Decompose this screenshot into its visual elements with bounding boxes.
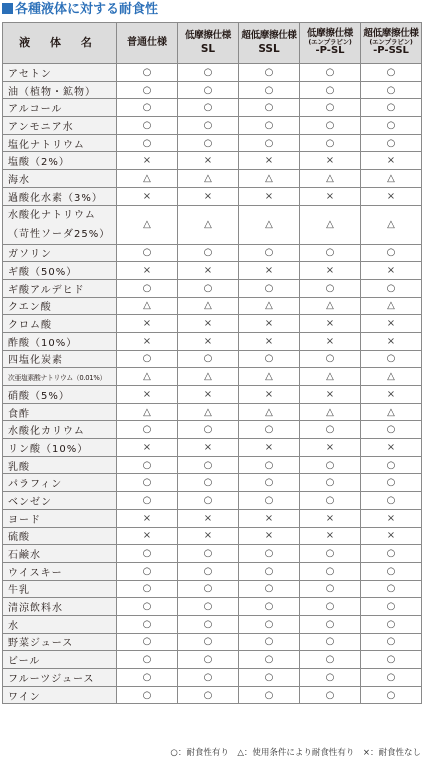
- resistance-cell: ○: [239, 134, 300, 152]
- table-row: [3, 134, 422, 152]
- resistance-cell: ○: [239, 580, 300, 598]
- liquid-name-cell: 硝酸（5%）: [3, 386, 117, 404]
- resistance-cell: ○: [361, 598, 422, 616]
- resistance-cell: ×: [117, 262, 178, 280]
- header-sl-line1: 低摩擦仕様: [184, 30, 231, 41]
- resistance-cell: ○: [300, 99, 361, 117]
- resistance-cell: △: [300, 368, 361, 386]
- header-sl: [178, 23, 239, 64]
- resistance-cell: ×: [178, 332, 239, 350]
- resistance-cell: ○: [239, 598, 300, 616]
- liquid-name-cell: 水: [3, 615, 117, 633]
- resistance-cell: △: [178, 403, 239, 421]
- table-row: [3, 509, 422, 527]
- resistance-cell: ×: [239, 527, 300, 545]
- resistance-cell: ○: [361, 545, 422, 563]
- resistance-cell: ×: [117, 439, 178, 457]
- resistance-cell: ×: [300, 439, 361, 457]
- header-standard-label: 普通仕様: [127, 36, 167, 48]
- resistance-cell: ○: [117, 545, 178, 563]
- resistance-cell: ○: [178, 615, 239, 633]
- resistance-cell: ○: [117, 117, 178, 135]
- resistance-cell: ○: [361, 686, 422, 704]
- resistance-cell: ×: [117, 527, 178, 545]
- resistance-cell: ○: [178, 580, 239, 598]
- resistance-cell: ×: [361, 187, 422, 205]
- resistance-cell: ×: [239, 262, 300, 280]
- resistance-cell: ○: [361, 615, 422, 633]
- liquid-name-cell: ビール: [3, 651, 117, 669]
- resistance-cell: ×: [239, 187, 300, 205]
- resistance-cell: ×: [361, 332, 422, 350]
- corrosion-resistance-table: [2, 22, 422, 704]
- resistance-cell: △: [178, 170, 239, 188]
- resistance-cell: △: [300, 403, 361, 421]
- table-row: [3, 580, 422, 598]
- resistance-cell: ○: [117, 64, 178, 82]
- resistance-cell: ○: [361, 651, 422, 669]
- header-liquid-name: 液 体 名: [3, 23, 117, 64]
- resistance-cell: ×: [178, 187, 239, 205]
- resistance-cell: △: [117, 205, 178, 244]
- resistance-cell: ○: [239, 562, 300, 580]
- resistance-cell: △: [178, 297, 239, 315]
- liquid-name-cell: 過酸化水素（3%）: [3, 187, 117, 205]
- resistance-cell: ×: [178, 315, 239, 333]
- resistance-cell: ○: [239, 81, 300, 99]
- resistance-cell: ○: [361, 421, 422, 439]
- resistance-cell: ○: [178, 81, 239, 99]
- resistance-cell: ○: [178, 99, 239, 117]
- resistance-cell: ○: [239, 421, 300, 439]
- resistance-cell: ○: [117, 99, 178, 117]
- resistance-cell: ○: [361, 669, 422, 687]
- resistance-cell: ○: [178, 474, 239, 492]
- resistance-cell: ×: [178, 386, 239, 404]
- liquid-name-cell: クエン酸: [3, 297, 117, 315]
- resistance-cell: ○: [178, 651, 239, 669]
- liquid-name-cell: ウイスキー: [3, 562, 117, 580]
- resistance-cell: ○: [361, 633, 422, 651]
- liquid-name-cell: 硫酸: [3, 527, 117, 545]
- table-row: [3, 99, 422, 117]
- table-row: [3, 315, 422, 333]
- table-row: [3, 368, 422, 386]
- resistance-cell: ○: [178, 669, 239, 687]
- header-p-sl-note: (エンプラピン): [308, 38, 352, 47]
- liquid-name-cell: ギ酸（50%）: [3, 262, 117, 280]
- resistance-cell: ○: [117, 580, 178, 598]
- resistance-cell: ○: [117, 244, 178, 262]
- resistance-cell: ○: [300, 562, 361, 580]
- table-row: [3, 64, 422, 82]
- liquid-name-cell: 食酢: [3, 403, 117, 421]
- resistance-cell: ○: [178, 686, 239, 704]
- resistance-cell: ○: [178, 456, 239, 474]
- resistance-cell: ○: [239, 474, 300, 492]
- resistance-cell: ×: [178, 262, 239, 280]
- resistance-cell: ○: [300, 117, 361, 135]
- resistance-cell: ○: [239, 633, 300, 651]
- resistance-cell: △: [178, 368, 239, 386]
- resistance-cell: ×: [300, 332, 361, 350]
- resistance-cell: △: [239, 403, 300, 421]
- resistance-cell: ○: [117, 456, 178, 474]
- table-row: [3, 205, 422, 244]
- table-row: [3, 562, 422, 580]
- resistance-cell: ○: [300, 492, 361, 510]
- resistance-cell: ○: [178, 64, 239, 82]
- liquid-name-cell: 清涼飲料水: [3, 598, 117, 616]
- resistance-cell: ×: [300, 152, 361, 170]
- resistance-cell: ○: [239, 669, 300, 687]
- resistance-cell: ○: [117, 633, 178, 651]
- title-square-marker: [2, 3, 13, 14]
- resistance-cell: ○: [361, 456, 422, 474]
- table-row: [3, 421, 422, 439]
- resistance-cell: ○: [300, 580, 361, 598]
- resistance-cell: ○: [361, 117, 422, 135]
- resistance-cell: ×: [239, 509, 300, 527]
- liquid-name-cell: 塩酸（2%）: [3, 152, 117, 170]
- liquid-name-cell: パラフィン: [3, 474, 117, 492]
- liquid-name-cell: ギ酸アルデヒド: [3, 279, 117, 297]
- resistance-cell: ×: [361, 509, 422, 527]
- resistance-cell: ○: [178, 545, 239, 563]
- resistance-cell: ○: [117, 350, 178, 368]
- resistance-cell: △: [239, 368, 300, 386]
- liquid-name-cell: 水酸化カリウム: [3, 421, 117, 439]
- resistance-cell: ○: [117, 686, 178, 704]
- header-sl-code: SL: [200, 42, 216, 55]
- section-title-text: 各種液体に対する耐食性: [15, 2, 159, 17]
- header-p-ssl-note: (エンプラピン): [369, 38, 413, 47]
- table-row: [3, 439, 422, 457]
- table-row: [3, 651, 422, 669]
- resistance-cell: ○: [117, 474, 178, 492]
- table-row: [3, 527, 422, 545]
- liquid-name-cell: 四塩化炭素: [3, 350, 117, 368]
- resistance-cell: △: [300, 297, 361, 315]
- resistance-cell: ○: [361, 244, 422, 262]
- resistance-cell: ○: [178, 117, 239, 135]
- resistance-cell: ×: [300, 262, 361, 280]
- resistance-cell: ○: [300, 350, 361, 368]
- table-row: [3, 152, 422, 170]
- table-row: [3, 615, 422, 633]
- table-row: [3, 686, 422, 704]
- resistance-cell: ○: [300, 474, 361, 492]
- header-p-sl-line1: 低摩擦仕様: [306, 28, 353, 40]
- resistance-cell: △: [117, 170, 178, 188]
- resistance-cell: ○: [239, 279, 300, 297]
- liquid-name-cell: フルーツジュース: [3, 669, 117, 687]
- table-row: [3, 117, 422, 135]
- legend: ○：耐食性有り △：使用条件により耐食性有り ×：耐食性なし: [170, 748, 421, 758]
- resistance-cell: ○: [361, 350, 422, 368]
- resistance-cell: ○: [300, 279, 361, 297]
- resistance-cell: ○: [178, 492, 239, 510]
- header-ssl: [239, 23, 300, 64]
- liquid-name-cell: 次亜塩素酸ナトリウム（0.01%）: [3, 368, 117, 386]
- resistance-cell: △: [117, 368, 178, 386]
- resistance-cell: ○: [361, 492, 422, 510]
- table-row: [3, 492, 422, 510]
- table-row: [3, 297, 422, 315]
- resistance-cell: ○: [117, 598, 178, 616]
- resistance-cell: ×: [239, 152, 300, 170]
- resistance-cell: △: [239, 205, 300, 244]
- header-p-ssl-line1: 超低摩擦仕様: [363, 28, 419, 40]
- liquid-name-cell: アセトン: [3, 64, 117, 82]
- resistance-cell: ×: [300, 315, 361, 333]
- resistance-cell: ○: [300, 81, 361, 99]
- resistance-cell: ×: [239, 439, 300, 457]
- resistance-cell: △: [300, 205, 361, 244]
- resistance-cell: ×: [117, 509, 178, 527]
- resistance-cell: △: [300, 170, 361, 188]
- table-row: [3, 403, 422, 421]
- liquid-name-cell: ガソリン: [3, 244, 117, 262]
- resistance-cell: ○: [300, 651, 361, 669]
- resistance-cell: ○: [361, 99, 422, 117]
- resistance-cell: ×: [361, 315, 422, 333]
- resistance-cell: ○: [361, 580, 422, 598]
- resistance-cell: ×: [178, 527, 239, 545]
- resistance-cell: ×: [117, 152, 178, 170]
- resistance-cell: △: [239, 297, 300, 315]
- resistance-cell: ○: [239, 244, 300, 262]
- liquid-name-cell: 牛乳: [3, 580, 117, 598]
- liquid-name-cell: アンモニア水: [3, 117, 117, 135]
- header-ssl-line1: 超低摩擦仕様: [241, 30, 297, 41]
- resistance-cell: ○: [361, 81, 422, 99]
- resistance-cell: ×: [361, 527, 422, 545]
- resistance-cell: ×: [117, 187, 178, 205]
- resistance-cell: ×: [117, 386, 178, 404]
- liquid-name-cell: クロム酸: [3, 315, 117, 333]
- header-standard: [117, 23, 178, 64]
- header-p-sl: [300, 23, 361, 64]
- resistance-cell: △: [361, 297, 422, 315]
- table-row: [3, 633, 422, 651]
- table-row: [3, 456, 422, 474]
- resistance-cell: ○: [239, 64, 300, 82]
- table-row: [3, 669, 422, 687]
- resistance-cell: ○: [239, 492, 300, 510]
- resistance-cell: ○: [361, 134, 422, 152]
- resistance-cell: ○: [117, 279, 178, 297]
- resistance-cell: ○: [239, 545, 300, 563]
- table-row: [3, 386, 422, 404]
- resistance-cell: ×: [117, 332, 178, 350]
- resistance-cell: ○: [300, 244, 361, 262]
- resistance-cell: ×: [361, 386, 422, 404]
- resistance-cell: ○: [117, 562, 178, 580]
- table-row: [3, 170, 422, 188]
- header-p-sl-code: -P-SL: [315, 45, 345, 57]
- resistance-cell: ×: [361, 439, 422, 457]
- liquid-name-cell: 野菜ジュース: [3, 633, 117, 651]
- resistance-cell: ○: [178, 244, 239, 262]
- resistance-cell: ×: [300, 187, 361, 205]
- liquid-name-cell: 油（植物・鉱物）: [3, 81, 117, 99]
- resistance-cell: ○: [300, 134, 361, 152]
- resistance-cell: ○: [178, 598, 239, 616]
- table-row: [3, 279, 422, 297]
- resistance-cell: ○: [300, 456, 361, 474]
- resistance-cell: ×: [300, 527, 361, 545]
- resistance-cell: ×: [178, 509, 239, 527]
- resistance-cell: ○: [239, 117, 300, 135]
- liquid-name-cell: ベンゼン: [3, 492, 117, 510]
- liquid-name-cell: ワイン: [3, 686, 117, 704]
- resistance-cell: ○: [117, 421, 178, 439]
- header-p-ssl: [361, 23, 422, 64]
- table-row: [3, 545, 422, 563]
- liquid-name-cell: 石鹸水: [3, 545, 117, 563]
- resistance-cell: △: [361, 205, 422, 244]
- table-row: [3, 332, 422, 350]
- table-row: [3, 187, 422, 205]
- resistance-cell: ○: [239, 456, 300, 474]
- liquid-name-cell: 乳酸: [3, 456, 117, 474]
- resistance-cell: ○: [117, 669, 178, 687]
- table-row: [3, 350, 422, 368]
- resistance-cell: ○: [117, 615, 178, 633]
- resistance-cell: ○: [300, 545, 361, 563]
- resistance-cell: △: [117, 297, 178, 315]
- header-ssl-code: SSL: [258, 42, 280, 55]
- resistance-cell: ×: [239, 386, 300, 404]
- liquid-name-cell: リン酸（10%）: [3, 439, 117, 457]
- resistance-cell: △: [361, 170, 422, 188]
- resistance-cell: ×: [178, 152, 239, 170]
- table-row: [3, 244, 422, 262]
- resistance-cell: ○: [361, 64, 422, 82]
- resistance-cell: ○: [178, 350, 239, 368]
- resistance-cell: ○: [239, 350, 300, 368]
- table-header-row: [3, 23, 422, 64]
- resistance-cell: ○: [239, 686, 300, 704]
- liquid-name-cell: ヨード: [3, 509, 117, 527]
- resistance-cell: ○: [178, 421, 239, 439]
- resistance-cell: ○: [239, 651, 300, 669]
- resistance-cell: ×: [361, 152, 422, 170]
- table-row: [3, 81, 422, 99]
- resistance-cell: ×: [300, 509, 361, 527]
- resistance-cell: ○: [178, 562, 239, 580]
- liquid-name-cell: 海水: [3, 170, 117, 188]
- resistance-cell: △: [178, 205, 239, 244]
- resistance-cell: ×: [239, 315, 300, 333]
- table-row: [3, 262, 422, 280]
- resistance-cell: ○: [361, 474, 422, 492]
- table-row: [3, 598, 422, 616]
- resistance-cell: ○: [239, 615, 300, 633]
- resistance-cell: △: [361, 368, 422, 386]
- liquid-name-cell: 水酸化ナトリウム （苛性ソーダ25%）: [3, 205, 117, 244]
- resistance-cell: ○: [361, 562, 422, 580]
- resistance-cell: ○: [300, 633, 361, 651]
- resistance-cell: ○: [178, 279, 239, 297]
- resistance-cell: ○: [117, 492, 178, 510]
- resistance-cell: ○: [300, 598, 361, 616]
- resistance-cell: ○: [117, 81, 178, 99]
- liquid-name-cell: 塩化ナトリウム: [3, 134, 117, 152]
- header-p-ssl-code: -P-SSL: [373, 45, 409, 57]
- resistance-cell: ○: [117, 134, 178, 152]
- table-row: [3, 474, 422, 492]
- resistance-cell: ×: [239, 332, 300, 350]
- resistance-cell: ○: [300, 64, 361, 82]
- resistance-cell: △: [117, 403, 178, 421]
- resistance-cell: ○: [300, 686, 361, 704]
- section-title: [2, 0, 158, 20]
- resistance-cell: ○: [300, 669, 361, 687]
- liquid-name-cell: 酢酸（10%）: [3, 332, 117, 350]
- resistance-cell: ×: [178, 439, 239, 457]
- resistance-cell: ○: [239, 99, 300, 117]
- resistance-cell: ×: [117, 315, 178, 333]
- resistance-cell: △: [239, 170, 300, 188]
- resistance-cell: ○: [300, 421, 361, 439]
- resistance-cell: ×: [361, 262, 422, 280]
- resistance-cell: ○: [361, 279, 422, 297]
- resistance-cell: ○: [178, 633, 239, 651]
- resistance-cell: ○: [300, 615, 361, 633]
- resistance-cell: ×: [300, 386, 361, 404]
- resistance-cell: ○: [178, 134, 239, 152]
- resistance-cell: ○: [117, 651, 178, 669]
- liquid-name-cell: アルコール: [3, 99, 117, 117]
- resistance-cell: △: [361, 403, 422, 421]
